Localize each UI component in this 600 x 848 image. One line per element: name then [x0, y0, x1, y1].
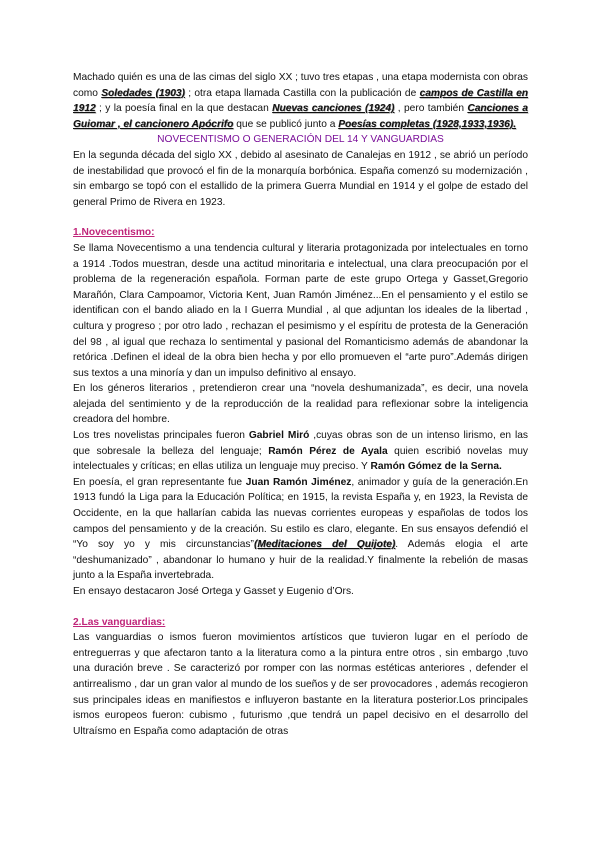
text-run: ; otra etapa llamada Castilla con la publicación de	[188, 87, 417, 99]
work-title: Soledades (1903)	[101, 87, 185, 99]
text-run: , pero también	[397, 103, 464, 115]
author-name: Ramón Gómez de la Serna.	[370, 461, 502, 473]
novecentismo-paragraph-1: Se llama Novecentismo a una tendencia cultural y literaria protagonizada por intelectuales en torno a 1914 .Todos muestran, desde una actitud minoritaria e intelectual, una clara preocupación por el problema de la regeneración española. Forman parte de este grupo Ortega y Gasset,Gregorio Marañón, Clara Campoamor, Victoria Kent, Juan Ramón Jiménez...En el pensamiento y el estilo se identifican con el bando aliado en la I Guerra Mundial , al que adjuntan los ideales de la libertad , cultura y progreso ; por otro lado , rechazan el pesimismo y el espíritu de protesta de la Generación del 98 , al igual que rechaza lo sentimental y pasional del Romanticismo además de abandonar la retórica .Definen el ideal de la obra bien hecha y por ello promueven el “arte puro”.Además dirigen sus textos a una minoría y dan un impulso definitivo al ensayo.	[73, 242, 528, 379]
work-title: Poesías completas (1928,1933,1936).	[338, 118, 517, 130]
text-run: ,cuyas obras son de un intenso lirismo, en las que sobresale la belleza del lenguaje;	[73, 430, 528, 457]
work-title: (Meditaciones del Quijote)	[253, 539, 396, 551]
text-run: , animador y guía de la generación.En 1913 fundó la Liga para la Educación Política; en 1915, la revista España y, en 1923, la Revista de Occidente, en la que hallarían cabida las nuevas corrientes europeas y españolas de todos los campos del pensamiento y de la creación. Su estilo es claro, elegante. En sus ensayos defendió el “Yo soy yo y mis circunstancias”	[73, 476, 528, 551]
text-run: Los tres novelistas principales fueron	[73, 430, 245, 442]
novecentismo-paragraph-2: En los géneros literarios , pretendieron crear una “novela deshumanizada”, es decir, una novela alejada del sentimiento y de la reproducción de la realidad para reflexionar sobre la inteligencia creadora del hombre.	[73, 383, 528, 426]
novecentismo-paragraph-4	[73, 475, 528, 584]
novecentismo-paragraph-5: En ensayo destacaron José Ortega y Gasset y Eugenio d’Ors.	[73, 586, 354, 597]
heading-novecentismo: 1.Novecentismo:	[73, 227, 155, 239]
text-run: quien escribió novelas muy intelectuales y críticas; en ellas utiliza un lenguaje muy preciso. Y	[73, 445, 528, 473]
author-name: Ramón Pérez de Ayala	[268, 445, 388, 457]
vanguardias-paragraph-1: Las vanguardias o ismos fueron movimientos artísticos que tuvieron lugar en el período de entreguerras y que afectaron tanto a la literatura como a la pintura entre otros , sin embargo ,tuvo una duración breve . Se caracterizó por romper con las normas estéticas anteriores , defender el antirrealismo , dar un gran valor al mundo de los sueños y de ser provocadores , además recogieron sus principales ideas en manifiestos e influyeron bastante en la literatura posterior.Los principales ismos europeos fueron: cubismo , futurismo ,que tendrá un papel decisivo en el desarrollo del Ultraísmo en España como adaptación de otras	[73, 632, 528, 737]
text-run: que se publicó junto a	[236, 118, 336, 130]
spacer	[73, 210, 528, 225]
heading-vanguardias: 2.Las vanguardias:	[73, 616, 166, 628]
work-title: campos de Castilla en 1912	[73, 87, 529, 115]
section-title: NOVECENTISMO O GENERACIÓN DEL 14 Y VANGUARDIAS	[157, 134, 444, 146]
text-run: Machado quién es una de las cimas del siglo XX ; tuvo tres etapas , una etapa modernista con obras como	[73, 72, 528, 99]
author-name: Juan Ramón Jiménez	[245, 476, 352, 488]
text-run: ; y la poesía final en la que destacan	[99, 103, 269, 115]
intro-paragraph	[73, 70, 528, 132]
author-name: Gabriel Miró	[248, 430, 310, 442]
work-title: Canciones a Guiomar , el cancionero Apócrifo	[73, 103, 528, 130]
novecentismo-paragraph-3	[73, 428, 528, 475]
context-paragraph: En la segunda década del siglo XX , debido al asesinato de Canalejas en 1912 , se abrió un período de inestabilidad que provocó el fin de la monarquía borbónica. España comenzó su modernización , sin embargo se topó con el estallido de la primera Guerra Mundial en 1914 y el golpe de estado del general Primo de Rivera en 1923.	[73, 149, 528, 208]
text-run: En poesía, el gran representante fue	[73, 476, 243, 488]
spacer	[73, 600, 528, 615]
work-title: Nuevas canciones (1924)	[272, 103, 395, 115]
document-page	[73, 70, 528, 739]
text-run: . Además elogia el arte “deshumanizado” , abandonar lo humano y huir de la realidad.Y finalmente la rebelión de masas junto a la España invertebrada.	[73, 539, 529, 582]
